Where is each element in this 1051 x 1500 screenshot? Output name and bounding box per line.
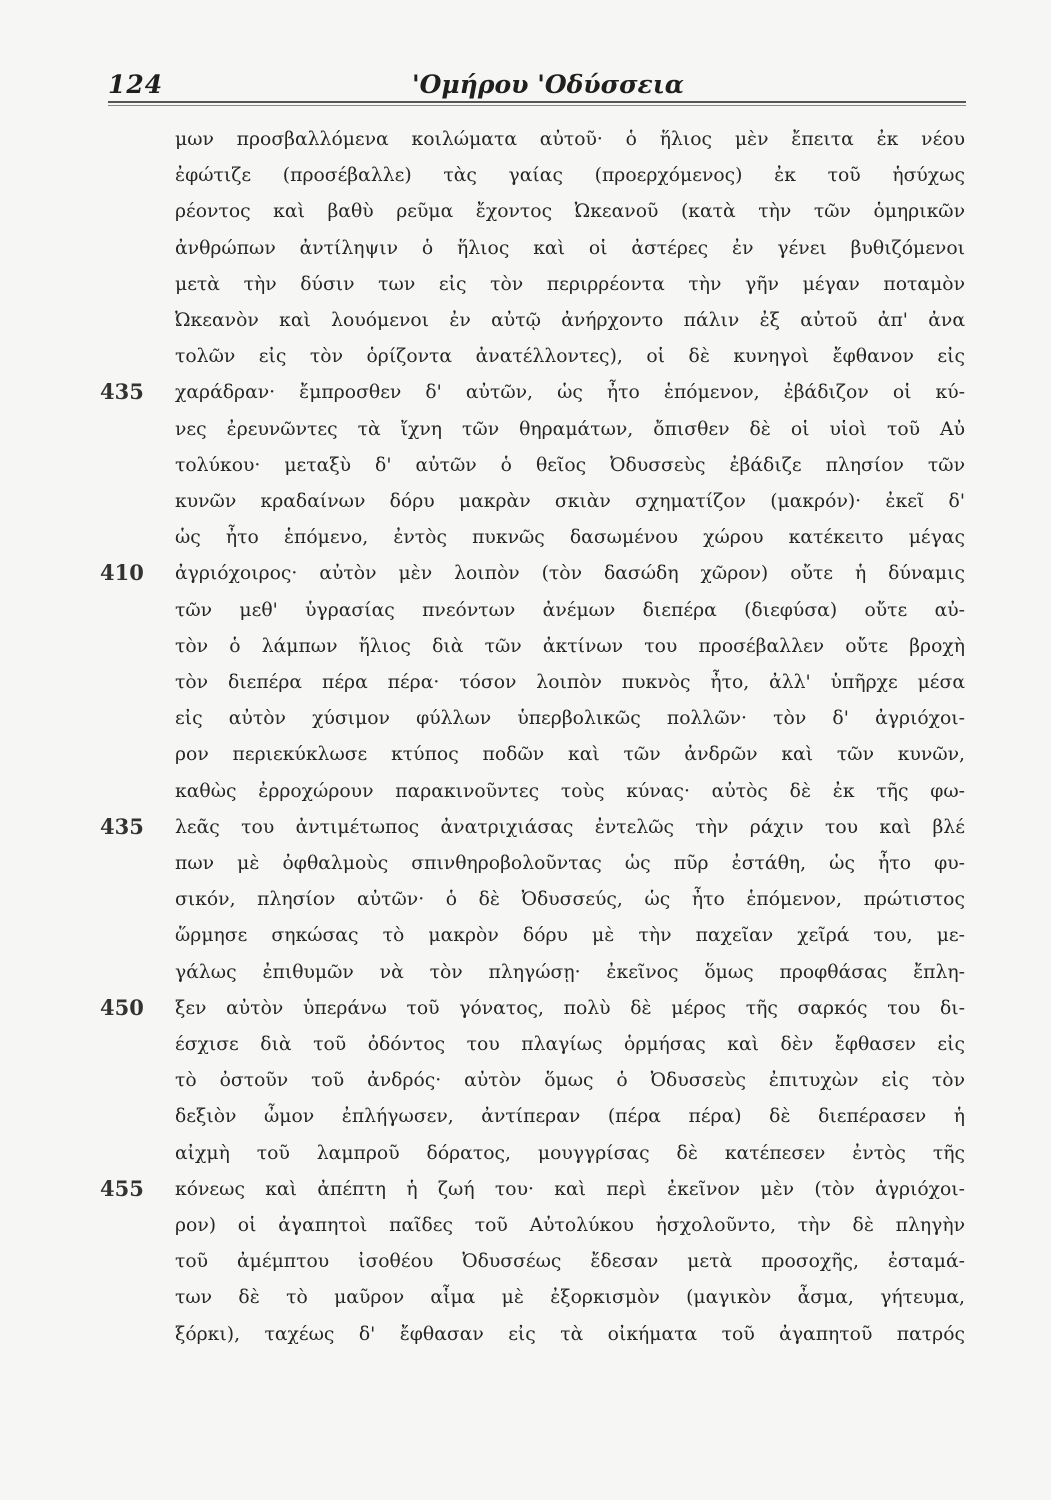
line-text: ἀνθρώπων ἀντίληψιν ὁ ἥλιος καὶ οἱ ἀστέρες ἐν γένει βυθιζόμενοι	[175, 236, 965, 259]
text-line	[0, 991, 1051, 1027]
line-text: ξόρκι), ταχέως δ' ἔφθασαν εἰς τὰ οἰκήματα τοῦ ἀγαπητοῦ πατρός	[175, 1322, 965, 1345]
line-text: τὸ ὀστοῦν τοῦ ἀνδρός· αὐτὸν ὅμως ὁ Ὀδυσσεὺς ἐπιτυχὼν εἰς τὸν	[175, 1069, 965, 1092]
text-line	[0, 1208, 1051, 1244]
text-line	[0, 846, 1051, 882]
line-text: αἰχμὴ τοῦ λαμπροῦ δόρατος, μουγγρίσας δὲ κατέπεσεν ἐντὸς τῆς	[175, 1141, 965, 1164]
line-text: τὸν ὁ λάμπων ἥλιος διὰ τῶν ἀκτίνων του προσέβαλλεν οὔτε βροχὴ	[175, 634, 965, 657]
line-text: λεᾶς του ἀντιμέτωπος ἀνατριχιάσας ἐντελῶς τὴν ράχιν του καὶ βλέ	[175, 815, 965, 838]
text-line	[0, 412, 1051, 448]
text-line	[0, 484, 1051, 520]
line-text: τοῦ ἀμέμπτου ἰσοθέου Ὀδυσσέως ἔδεσαν μετὰ προσοχῆς, ἐσταμά-	[175, 1250, 965, 1273]
header-rule	[108, 101, 966, 103]
text-line	[0, 1244, 1051, 1280]
line-text: εἰς αὐτὸν χύσιμον φύλλων ὑπερβολικῶς πολλῶν· τὸν δ' ἀγριόχοι-	[175, 707, 965, 730]
line-text: τολῶν εἰς τὸν ὁρίζοντα ἀνατέλλοντες), οἱ δὲ κυνηγοὶ ἔφθανον εἰς	[175, 345, 965, 368]
text-line	[0, 556, 1051, 592]
line-text: ρον) οἱ ἀγαπητοὶ παῖδες τοῦ Αὐτολύκου ἠσχολοῦντο, τὴν δὲ πληγὴν	[175, 1214, 965, 1236]
line-number: 450	[100, 994, 144, 1020]
line-text: τῶν μεθ' ὑγρασίας πνεόντων ἀνέμων διεπέρα (διεφύσα) οὔτε αὐ-	[175, 598, 965, 621]
text-line	[0, 918, 1051, 954]
text-line	[0, 1280, 1051, 1316]
line-text: χαράδραν· ἔμπροσθεν δ' αὐτῶν, ὡς ἦτο ἑπόμενον, ἐβάδιζον οἱ κύ-	[175, 381, 965, 404]
text-line	[0, 1063, 1051, 1099]
running-title: 'Ομήρου 'Οδύσσεια	[411, 70, 685, 99]
text-line	[0, 231, 1051, 267]
text-line	[0, 194, 1051, 230]
page-number: 124	[108, 70, 164, 99]
text-line	[0, 955, 1051, 991]
text-line	[0, 375, 1051, 411]
line-text: των δὲ τὸ μαῦρον αἷμα μὲ ἐξορκισμὸν (μαγικὸν ἆσμα, γήτευμα,	[175, 1286, 965, 1309]
line-number: 435	[100, 379, 144, 405]
line-text: ἐφώτιζε (προσέβαλλε) τὰς γαίας (προερχόμενος) ἐκ τοῦ ἡσύχως	[175, 164, 965, 187]
text-line	[0, 267, 1051, 303]
text-line	[0, 1136, 1051, 1172]
text-line	[0, 701, 1051, 737]
text-line	[0, 448, 1051, 484]
text-line	[0, 303, 1051, 339]
line-text: ὥρμησε σηκώσας τὸ μακρὸν δόρυ μὲ τὴν παχεῖαν χεῖρά του, με-	[175, 924, 965, 947]
line-text: τολύκου· μεταξὺ δ' αὐτῶν ὁ θεῖος Ὀδυσσεὺς ἐβάδιζε πλησίον τῶν	[175, 453, 965, 476]
line-text: καθὼς ἐρροχώρουν παρακινοῦντες τοὺς κύνας· αὐτὸς δὲ ἐκ τῆς φω-	[175, 779, 965, 802]
text-line	[0, 339, 1051, 375]
line-text: ὡς ἦτο ἑπόμενο, ἐντὸς πυκνῶς δασωμένου χώρου κατέκειτο μέγας	[175, 526, 965, 549]
line-text: Ὠκεανὸν καὶ λουόμενοι ἐν αὐτῷ ἀνήρχοντο πάλιν ἐξ αὐτοῦ ἀπ' ἀνα	[175, 309, 965, 331]
text-line	[0, 1317, 1051, 1353]
line-number: 410	[100, 560, 144, 586]
text-line	[0, 810, 1051, 846]
text-line	[0, 882, 1051, 918]
text-line	[0, 774, 1051, 810]
text-line	[0, 1027, 1051, 1063]
line-text: τὸν διεπέρα πέρα πέρα· τόσον λοιπὸν πυκνὸς ἦτο, ἀλλ' ὑπῆρχε μέσα	[175, 671, 965, 693]
line-text: κυνῶν κραδαίνων δόρυ μακρὰν σκιὰν σχηματίζον (μακρόν)· ἐκεῖ δ'	[175, 490, 965, 512]
text-line	[0, 1172, 1051, 1208]
line-text: ἀγριόχοιρος· αὐτὸν μὲν λοιπὸν (τὸν δασώδη χῶρον) οὔτε ἡ δύναμις	[175, 562, 965, 585]
text-line	[0, 665, 1051, 701]
text-line	[0, 1099, 1051, 1135]
text-line	[0, 520, 1051, 556]
line-text: ρέοντος καὶ βαθὺ ρεῦμα ἔχοντος Ὠκεανοῦ (κατὰ τὴν τῶν ὁμηρικῶν	[175, 200, 965, 223]
line-text: μων προσβαλλόμενα κοιλώματα αὐτοῦ· ὁ ἥλιος μὲν ἔπειτα ἐκ νέου	[175, 128, 965, 150]
line-number: 455	[100, 1175, 144, 1201]
line-text: έσχισε διὰ τοῦ ὀδόντος του πλαγίως ὁρμήσας καὶ δὲν ἔφθασεν εἰς	[175, 1033, 965, 1055]
line-text: νες ἐρευνῶντες τὰ ἴχνη τῶν θηραμάτων, ὄπισθεν δὲ οἱ υἱοὶ τοῦ Αὐ	[175, 417, 965, 440]
text-line	[0, 158, 1051, 194]
line-text: ρον περιεκύκλωσε κτύπος ποδῶν καὶ τῶν ἀνδρῶν καὶ τῶν κυνῶν,	[175, 743, 965, 766]
header-rule-thin	[108, 105, 966, 106]
text-line	[0, 122, 1051, 158]
line-text: σικόν, πλησίον αὐτῶν· ὁ δὲ Ὀδυσσεύς, ὡς ἦτο ἑπόμενον, πρώτιστος	[175, 888, 965, 911]
line-text: ξεν αὐτὸν ὑπεράνω τοῦ γόνατος, πολὺ δὲ μέρος τῆς σαρκός του δι-	[175, 996, 965, 1019]
line-text: δεξιὸν ὦμον ἐπλήγωσεν, ἀντίπεραν (πέρα πέρα) δὲ διεπέρασεν ἡ	[175, 1105, 965, 1128]
text-line	[0, 737, 1051, 773]
text-line	[0, 593, 1051, 629]
line-number: 435	[100, 813, 144, 839]
line-text: μετὰ τὴν δύσιν των εἰς τὸν περιρρέοντα τὴν γῆν μέγαν ποταμὸν	[175, 272, 965, 295]
line-text: κόνεως καὶ ἀπέπτη ἡ ζωή του· καὶ περὶ ἐκεῖνον μὲν (τὸν ἀγριόχοι-	[175, 1177, 965, 1200]
line-text: πων μὲ ὀφθαλμοὺς σπινθηροβολοῦντας ὡς πῦρ ἐστάθη, ὡς ἦτο φυ-	[175, 852, 965, 874]
text-line	[0, 629, 1051, 665]
page-header	[108, 68, 966, 102]
line-text: γάλως ἐπιθυμῶν νὰ τὸν πληγώσῃ· ἐκεῖνος ὅμως προφθάσας ἔπλη-	[175, 960, 965, 983]
